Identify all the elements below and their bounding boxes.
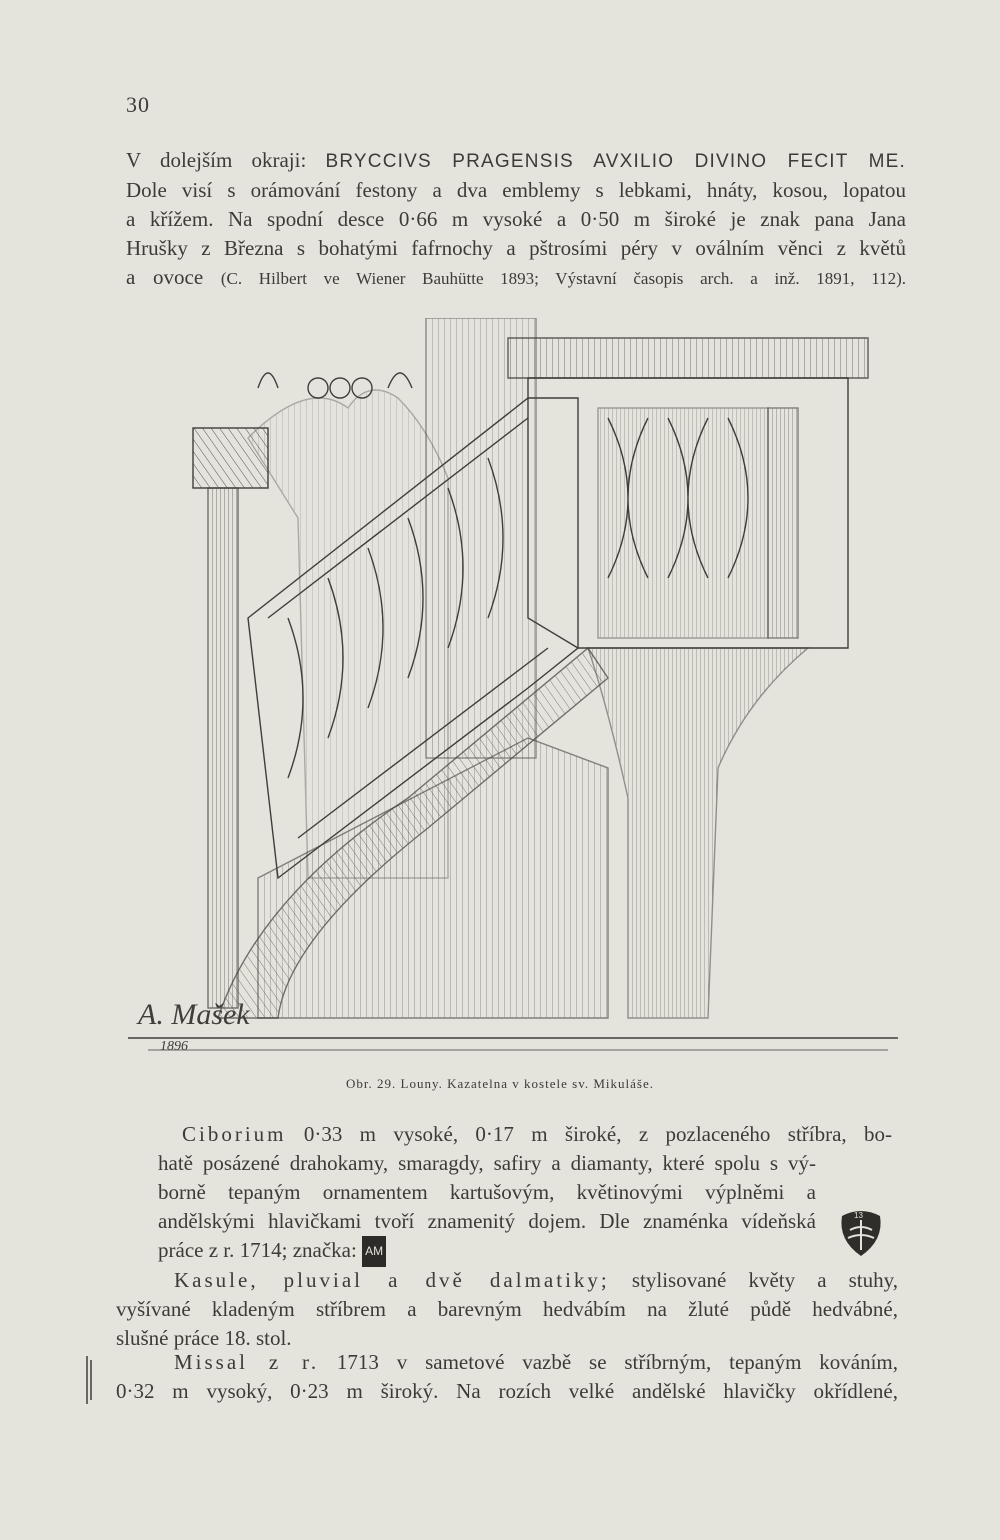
figure-caption: Obr. 29. Louny. Kazatelna v kostele sv. Mikuláše.: [346, 1076, 654, 1091]
inscription-text: BRYCCIVS PRAGENSIS AVXILIO DIVINO FECIT ME.: [325, 151, 906, 172]
citation-text: (C. Hilbert ve Wiener Bauhütte 1893; Výstavní časopis arch. a inž. 1891, 112).: [220, 269, 906, 288]
text-line: borně tepaným ornamentem kartušovým, květinovými výplněmi a: [158, 1180, 816, 1204]
text-line: [126, 263, 906, 293]
text-run: stylisované květy a stuhy,: [609, 1268, 899, 1292]
top-paragraph: [126, 146, 906, 293]
text-run: 1713 v sametové vazbě se stříbrným, tepaným kováním,: [319, 1350, 898, 1374]
text-run: a ovoce: [126, 265, 221, 289]
missal-paragraph: [116, 1348, 898, 1406]
spaced-term: Kasule, pluvial a dvě dalmatiky;: [174, 1268, 610, 1292]
ciborium-paragraph: [158, 1120, 892, 1267]
text-run: V dolejším okraji:: [126, 148, 326, 172]
text-line: slušné práce 18. stol.: [116, 1326, 292, 1350]
maker-mark: AM: [362, 1236, 386, 1267]
text-line: [116, 1348, 898, 1377]
hallmark-number: 13: [854, 1211, 863, 1220]
text-line: a křížem. Na spodní desce 0·66 m vysoké a 0·50 m široké je znak pana Jana: [126, 207, 906, 231]
kasule-paragraph: [116, 1266, 898, 1353]
text-line: [126, 146, 906, 176]
text-line: andělskými hlavičkami tvoří znamenitý dojem. Dle znaménka vídeňská: [158, 1209, 816, 1233]
artist-signature-year: 1896: [160, 1039, 188, 1054]
page-number: 30: [126, 92, 150, 117]
hallmark-shield-icon: [838, 1206, 884, 1258]
text-line: [116, 1266, 898, 1295]
artist-signature: A. Mašek: [138, 998, 250, 1031]
text-line: Hrušky z Března s bohatými fafrnochy a pštrosími péry v oválním věnci z květů: [126, 236, 906, 260]
text-run: 0·33 m vysoké, 0·17 m široké, z pozlaceného stříbra, bo-: [286, 1122, 892, 1146]
text-line: 0·32 m vysoký, 0·23 m široký. Na rozích velké andělské hlavičky okřídlené,: [116, 1379, 898, 1403]
text-line: hatě posázené drahokamy, smaragdy, safiry a diamanty, které spolu s vý-: [158, 1151, 816, 1175]
spaced-term: Ciborium: [182, 1122, 287, 1146]
spaced-term: Missal z r.: [174, 1350, 320, 1374]
text-run: práce z r. 1714; značka:: [158, 1238, 357, 1262]
pulpit-illustration: [108, 318, 908, 1068]
pulpit-engraving: [108, 318, 908, 1068]
text-line: Dole visí s orámování festony a dva emblemy s lebkami, hnáty, kosou, lopatou: [126, 178, 906, 202]
text-line: vyšívané kladeným stříbrem a barevným hedvábím na žluté půdě hedvábné,: [116, 1297, 898, 1321]
margin-marks: [86, 1356, 92, 1404]
text-line: [182, 1120, 892, 1149]
text-line: [158, 1236, 892, 1267]
